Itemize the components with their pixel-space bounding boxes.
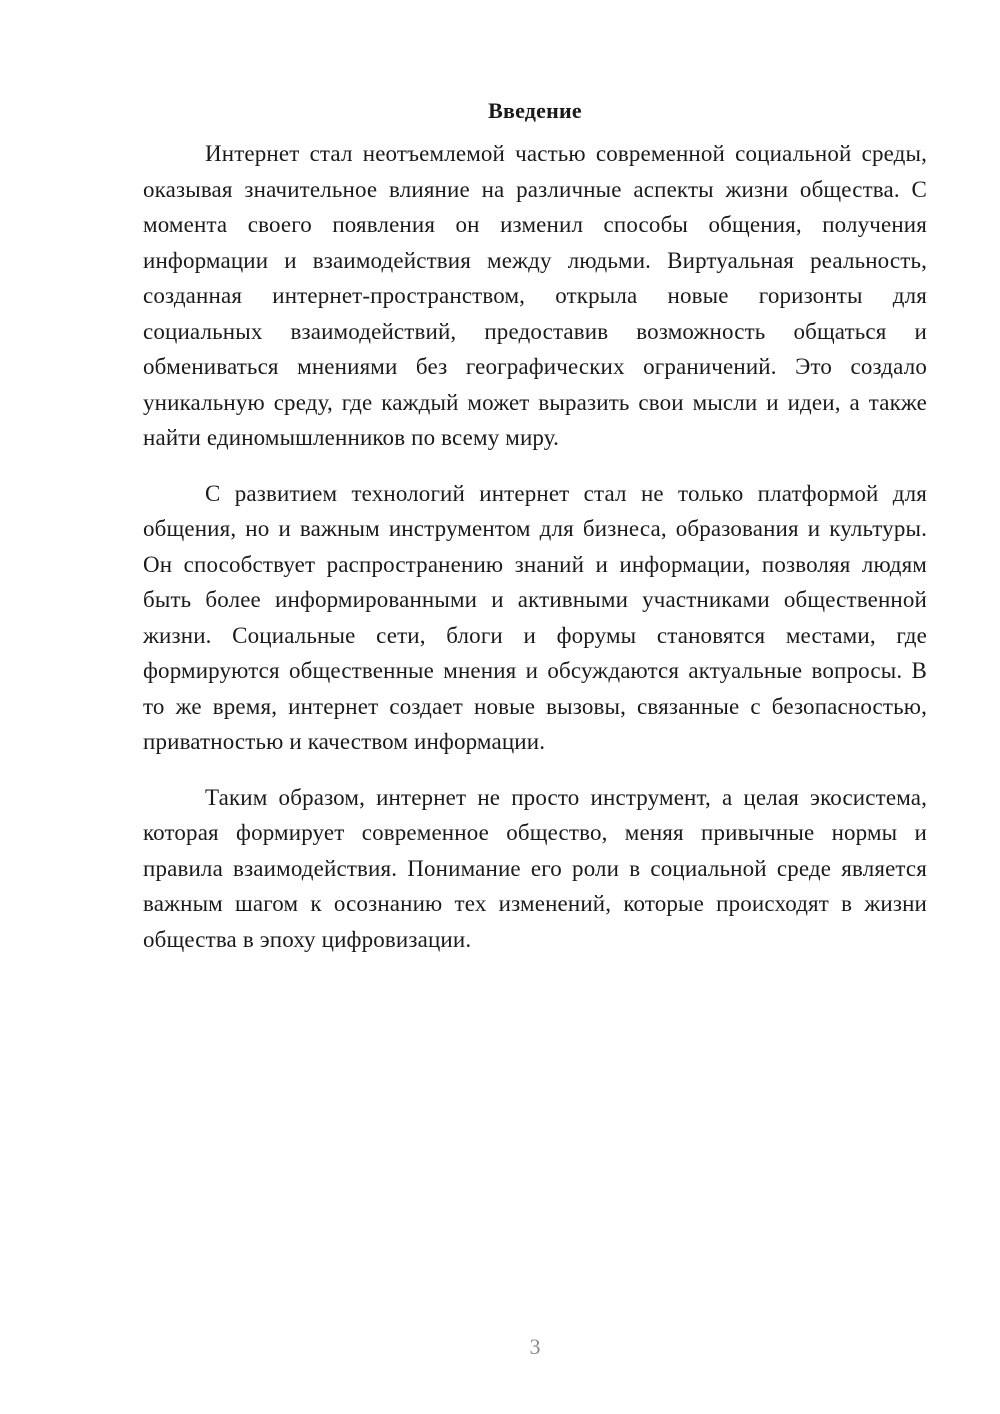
- page-number: 3: [529, 1334, 541, 1359]
- paragraph-2: С развитием технологий интернет стал не только платформой для общения, но и важным инструментом для бизнеса, образования и культуры. Он способствует распространению знаний и информации, позволяя людям быть более информированными и активными участниками общественной жизни. Социальные сети, блоги и форумы становятся местами, где формируются общественные мнения и обсуждаются актуальные вопросы. В то же время, интернет создает новые вызовы, связанные с безопасностью, приватностью и качеством информации.: [143, 480, 927, 754]
- paragraph-1: Интернет стал неотъемлемой частью современной социальной среды, оказывая значительное влияние на различные аспекты жизни общества. С момента своего появления он изменил способы общения, получения информации и взаимодействия между людьми. Виртуальная реальность, созданная интернет-пространством, открыла новые горизонты для социальных взаимодействий, предоставив возможность общаться и обмениваться мнениями без географических ограничений. Это создало уникальную среду, где каждый может выразить свои мысли и идеи, а также найти единомышленников по всему миру.: [143, 141, 927, 450]
- page-content: [143, 96, 927, 977]
- section-heading: Введение: [488, 98, 582, 123]
- paragraph-3: Таким образом, интернет не просто инструмент, а целая экосистема, которая формирует современное общество, меняя привычные нормы и правила взаимодействия. Понимание его роли в социальной среде является важным шагом к осознанию тех изменений, которые происходят в жизни общества в эпоху цифровизации.: [143, 784, 927, 952]
